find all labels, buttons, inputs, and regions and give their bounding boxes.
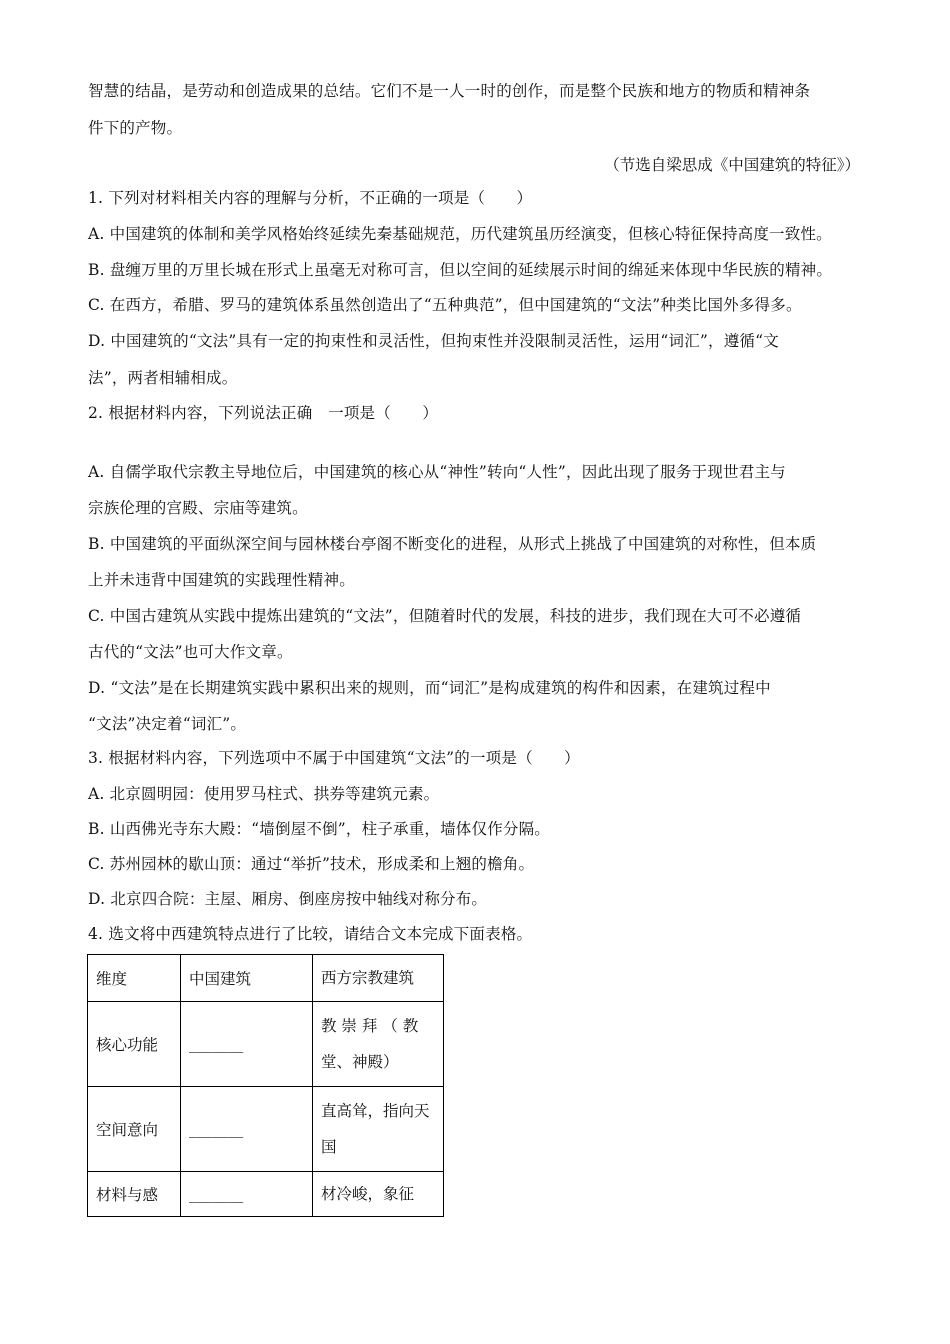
table-row [88, 1002, 444, 1087]
passage-line: 件下的产物。 [88, 119, 183, 137]
table-header-cell: 维度 [88, 955, 181, 1002]
answer-blank[interactable]: _______ [181, 1087, 313, 1172]
question-3-stem: 3. 根据材料内容，下列选项中不属于中国建筑“文法”的一项是（ ） [88, 749, 580, 767]
table-row [88, 1087, 444, 1172]
question-1-option-a: A. 中国建筑的体制和美学风格始终延续先秦基础规范，历代建筑虽历经演变，但核心特征保持高度一致性。 [88, 225, 832, 243]
table-cell-west: 直高耸，指向天国 [313, 1087, 444, 1172]
question-2-option-a-cont: 宗族伦理的宫殿、宗庙等建筑。 [88, 499, 308, 517]
table-row [88, 1172, 444, 1217]
question-1-option-d: D. 中国建筑的“文法”具有一定的拘束性和灵活性，但拘束性并没限制灵活性，运用“词汇”，遵循“文 [88, 332, 779, 350]
question-2-option-c: C. 中国古建筑从实践中提炼出建筑的“文法”，但随着时代的发展，科技的进步，我们现在大可不必遵循 [88, 607, 802, 625]
table-cell-dimension: 核心功能 [88, 1002, 181, 1087]
passage-source: （节选自梁思成《中国建筑的特征》） [604, 156, 860, 174]
question-3-option-a: A. 北京圆明园：使用罗马柱式、拱券等建筑元素。 [88, 785, 440, 803]
question-1-option-b: B. 盘缠万里的万里长城在形式上虽毫无对称可言，但以空间的延续展示时间的绵延来体现中华民族的精神。 [88, 261, 833, 279]
table-header-cell: 中国建筑 [181, 955, 313, 1002]
question-1-option-c: C. 在西方，希腊、罗马的建筑体系虽然创造出了“五种典范”，但中国建筑的“文法”种类比国外多得多。 [88, 296, 802, 314]
question-1-stem: 1. 下列对材料相关内容的理解与分析，不正确的一项是（ ） [88, 189, 533, 207]
table-header-row [88, 955, 444, 1002]
table-cell-dimension: 空间意向 [88, 1087, 181, 1172]
table-cell-west: 教 崇 拜 （ 教 堂、神殿） [313, 1002, 444, 1087]
question-3-option-b: B. 山西佛光寺东大殿：“墙倒屋不倒”，柱子承重，墙体仅作分隔。 [88, 820, 550, 838]
question-2-option-b-cont: 上并未违背中国建筑的实践理性精神。 [88, 571, 355, 589]
question-2-option-d: D. “文法”是在长期建筑实践中累积出来的规则，而“词汇”是构成建筑的构件和因素，在建筑过程中 [88, 679, 771, 697]
answer-blank[interactable]: _______ [181, 1172, 313, 1217]
comparison-table [87, 954, 444, 1217]
question-2-stem: 2. 根据材料内容，下列说法正确 一项是（ ） [88, 404, 439, 422]
table-header-cell: 西方宗教建筑 [313, 955, 444, 1002]
question-2-option-c-cont: 古代的“文法”也可大作文章。 [88, 643, 293, 661]
question-2-option-a: A. 自儒学取代宗教主导地位后，中国建筑的核心从“神性”转向“人性”，因此出现了服务于现世君主与 [88, 463, 786, 481]
question-4-stem: 4. 选文将中西建筑特点进行了比较，请结合文本完成下面表格。 [88, 925, 533, 943]
passage-line: 智慧的结晶，是劳动和创造成果的总结。它们不是一人一时的创作，而是整个民族和地方的物质和精神条 [88, 82, 811, 100]
question-2-option-b: B. 中国建筑的平面纵深空间与园林楼台亭阁不断变化的进程，从形式上挑战了中国建筑的对称性，但本质 [88, 535, 817, 553]
answer-blank[interactable]: _______ [181, 1002, 313, 1087]
question-3-option-c: C. 苏州园林的歇山顶：通过“举折”技术，形成柔和上翘的檐角。 [88, 855, 535, 873]
table-cell-west: 材冷峻，象征 [313, 1172, 444, 1217]
question-3-option-d: D. 北京四合院：主屋、厢房、倒座房按中轴线对称分布。 [88, 890, 488, 908]
question-1-option-d-cont: 法”，两者相辅相成。 [88, 369, 238, 387]
question-2-option-d-cont: “文法”决定着“词汇”。 [88, 715, 247, 733]
table-cell-dimension: 材料与感 [88, 1172, 181, 1217]
